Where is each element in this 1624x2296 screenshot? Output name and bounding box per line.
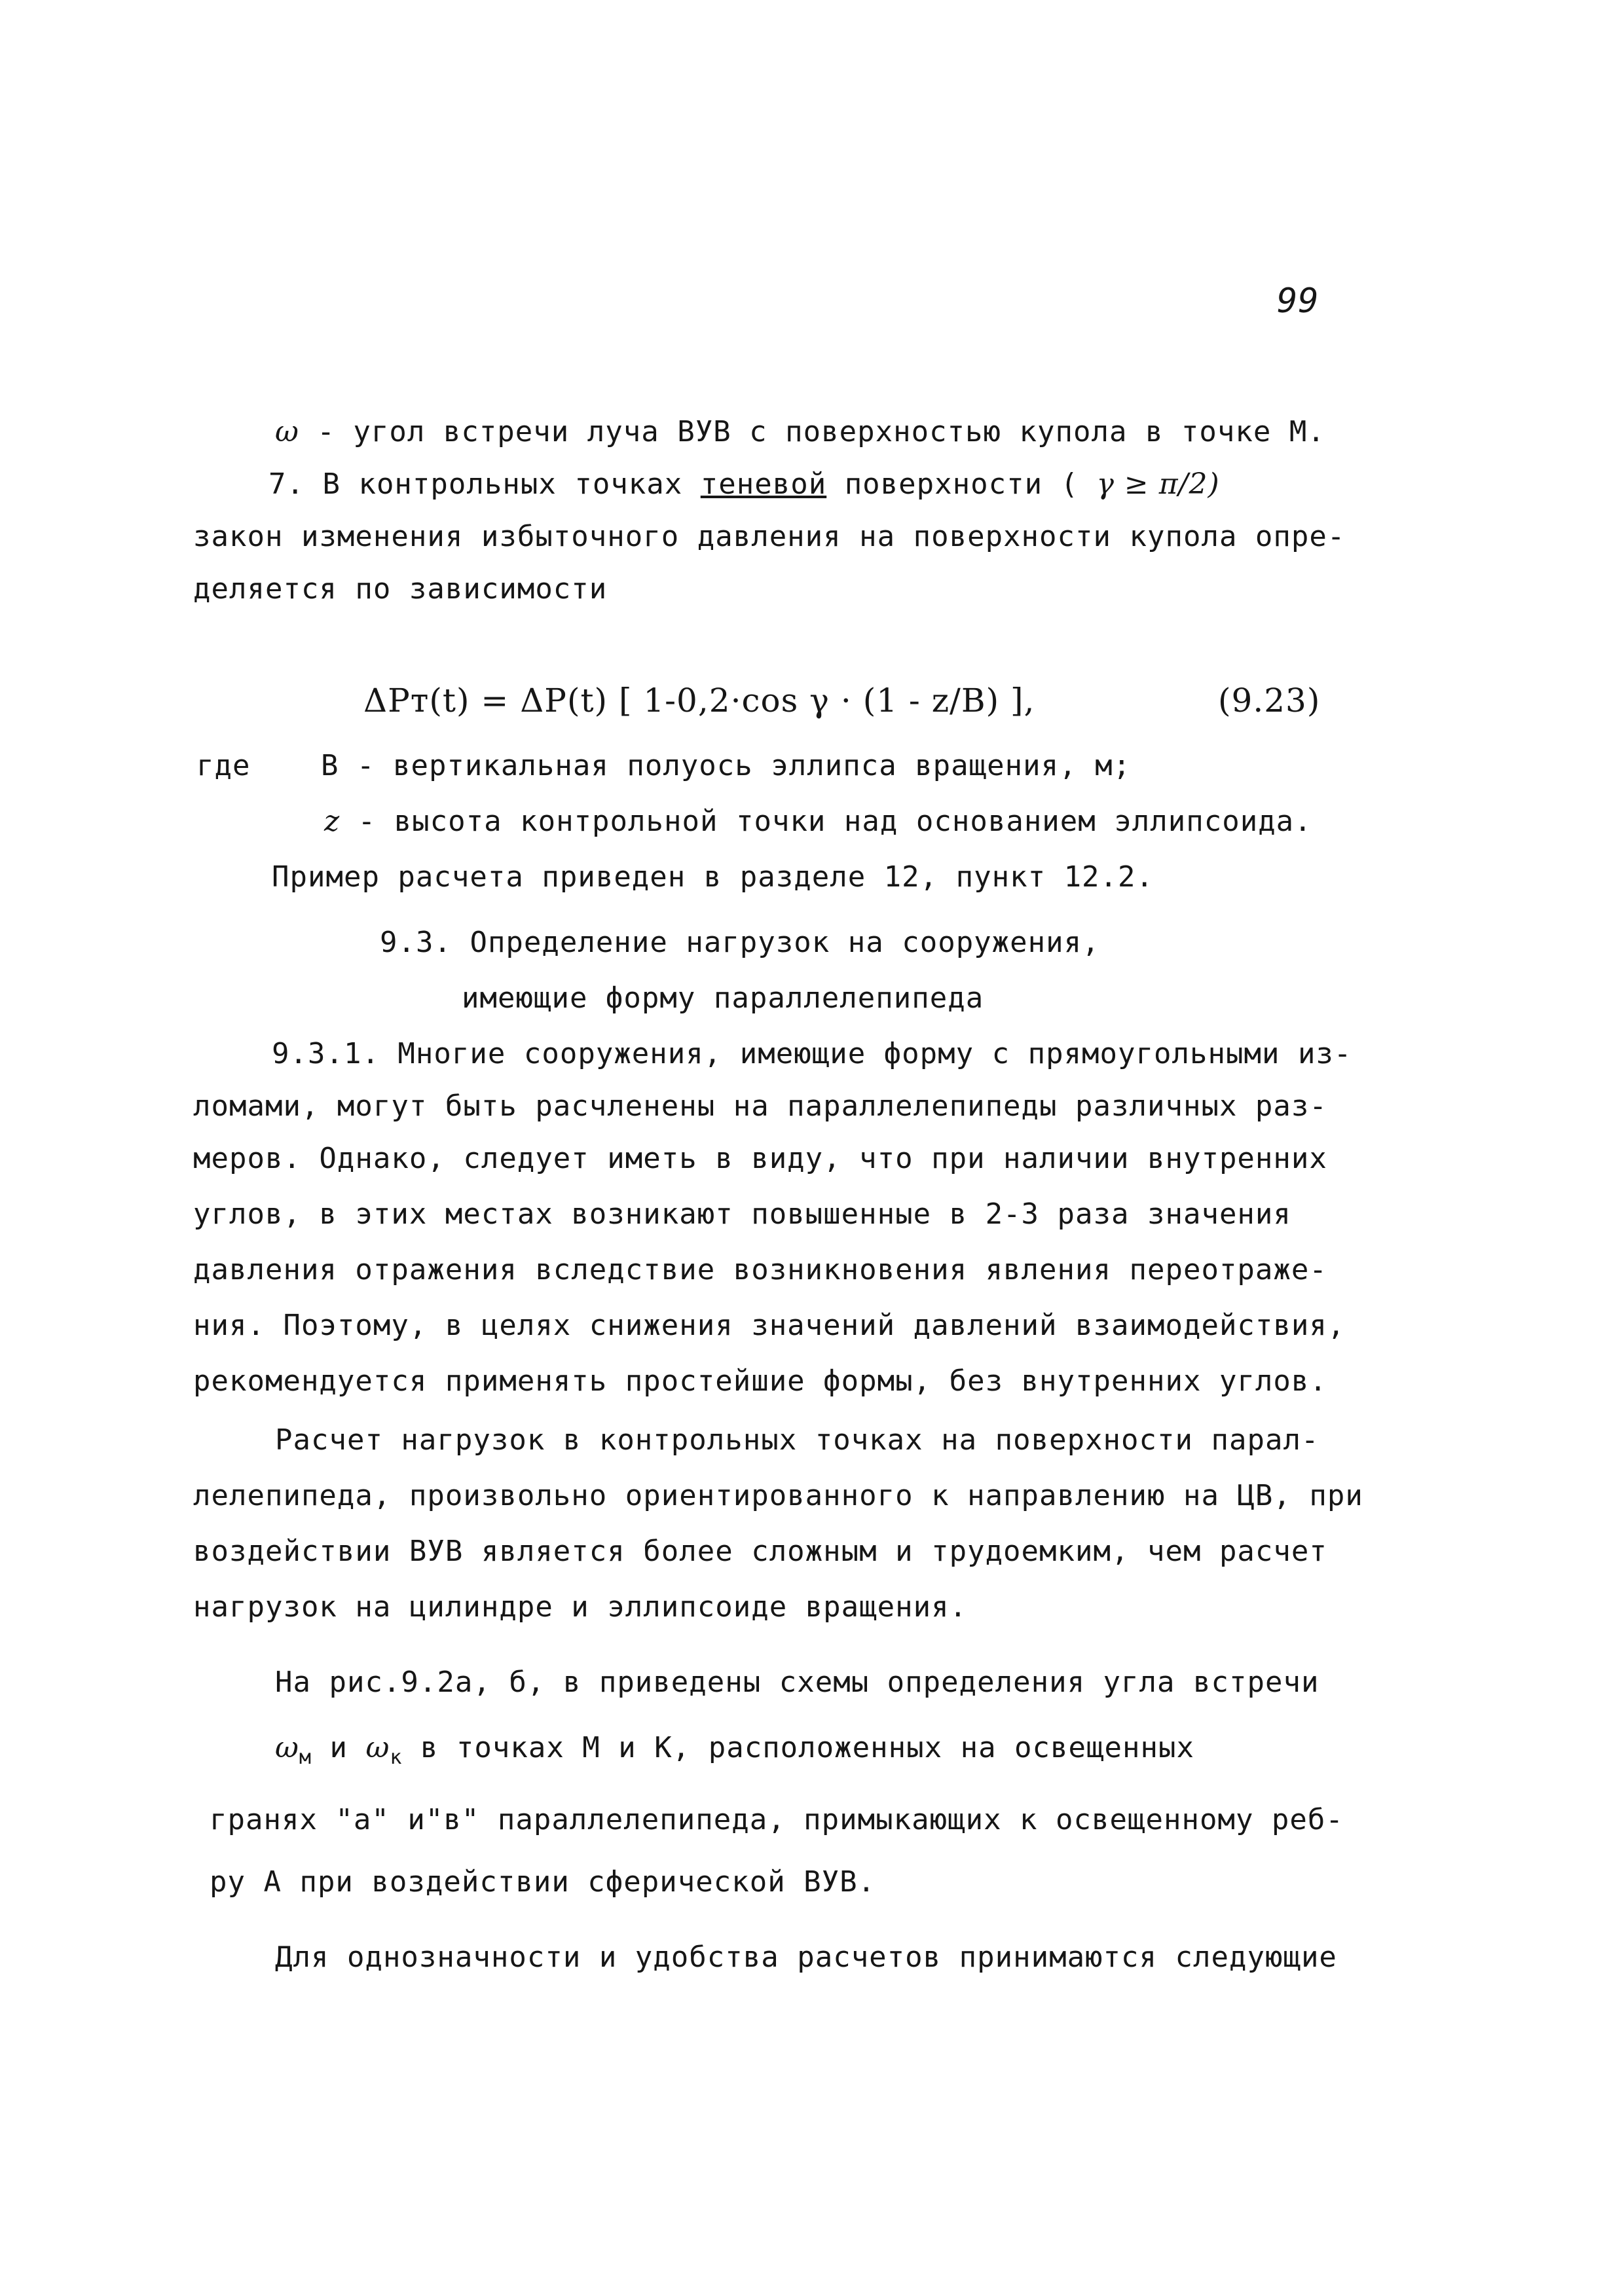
p2-line-4: нагрузок на цилиндре и эллипсоиде вращения. — [193, 1590, 968, 1624]
formula-number: (9.23) — [1218, 682, 1321, 720]
p1-line-1: 9.3.1. Многие сооружения, имеющие форму с прямоугольными из- — [272, 1037, 1352, 1070]
omega-k-symbol: ω — [365, 1731, 390, 1764]
p3-line-3: гранях "а" и"в" параллелепипеда, примыкающих к освещенному реб- — [210, 1803, 1344, 1836]
definition-z — [324, 802, 1312, 841]
where-label: где — [196, 749, 251, 782]
page-number: 99 — [1277, 282, 1320, 321]
item-7-text-a: 7. В контрольных точках — [268, 467, 701, 501]
p1-line-6: ния. Поэтому, в целях снижения значений давлений взаимодействия, — [193, 1309, 1346, 1342]
section-title-line-1: 9.3. Определение нагрузок на сооружения, — [380, 926, 1100, 959]
p2-line-1: Расчет нагрузок в контрольных точках на поверхности парал- — [275, 1423, 1320, 1457]
omega-symbol: ω — [275, 415, 299, 448]
p1-line-7: рекомендуется применять простейшие формы, без внутренних углов. — [193, 1364, 1327, 1398]
item-7-text-b: поверхности ( — [826, 467, 1079, 501]
item-7-line — [268, 465, 1220, 504]
p1-line-4: углов, в этих местах возникают повышенные в 2-3 раза значения — [193, 1197, 1291, 1231]
example-reference: Пример расчета приведен в разделе 12, пункт 12.2. — [272, 860, 1154, 894]
p1-line-2: ломами, могут быть расчленены на параллелепипеды различных раз- — [193, 1089, 1327, 1123]
omega-m-symbol: ω — [275, 1731, 299, 1764]
formula-9-23: ΔPт(t) = ΔP(t) [ 1-0,2·cos γ · (1 - z/B) ], — [363, 682, 1035, 720]
p4-line-1: Для однозначности и удобства расчетов принимаются следующие — [275, 1941, 1337, 1974]
p1-line-3: меров. Однако, следует иметь в виду, что при наличии внутренних — [193, 1142, 1327, 1175]
p3-line-2-text: в точках М и К, расположенных на освещенных — [402, 1731, 1194, 1764]
p2-line-3: воздействии ВУВ является более сложным и трудоемким, чем расчет — [193, 1535, 1327, 1568]
p3-line-4: ру А при воздействии сферической ВУВ. — [210, 1865, 876, 1899]
definition-omega-line: ω - угол встречи луча ВУВ с поверхностью купола в точке М. — [275, 415, 1325, 448]
omega-m-subscript: м — [299, 1745, 312, 1769]
text-line-4: деляется по зависимости — [193, 572, 608, 606]
section-title-line-2: имеющие форму параллелепипеда — [462, 981, 984, 1015]
p1-line-5: давления отражения вследствие возникновения явления переотраже- — [193, 1253, 1327, 1286]
p3-line-1: На рис.9.2а, б, в приведены схемы определения угла встречи — [275, 1666, 1320, 1699]
definition-text: угол встречи луча ВУВ с поверхностью купола в точке М. — [353, 415, 1325, 448]
p3-line-2 — [275, 1728, 1194, 1777]
shadow-condition: γ ≥ π/2) — [1096, 467, 1220, 501]
definition-z-text: - высота контрольной точки над основанием эллипсоида. — [340, 805, 1312, 838]
definition-b: В - вертикальная полуось эллипса вращения, м; — [321, 749, 1132, 782]
p2-line-2: лелепипеда, произвольно ориентированного к направлению на ЦВ, при — [193, 1479, 1363, 1512]
omega-k-subscript: к — [390, 1745, 403, 1769]
z-symbol: z — [324, 805, 341, 838]
underlined-shadow-word: теневой — [700, 467, 827, 501]
text-line-3: закон изменения избыточного давления на поверхности купола опре- — [193, 520, 1346, 553]
p3-and: и — [311, 1731, 366, 1764]
